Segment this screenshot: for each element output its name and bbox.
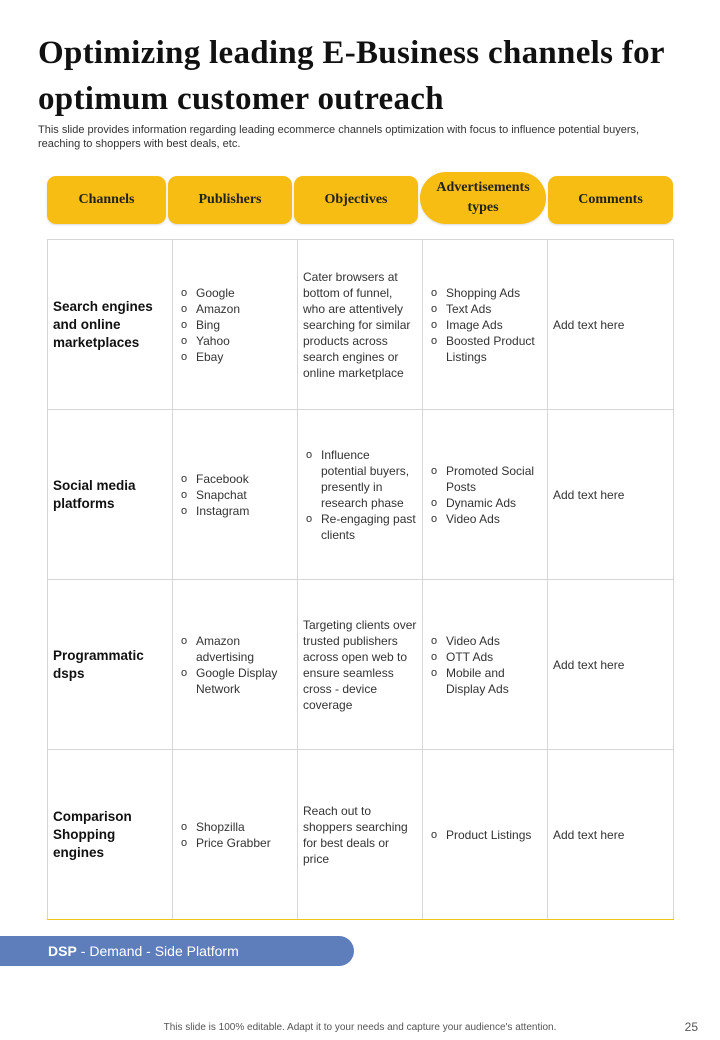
list-item: o Boosted Product Listings [428,333,542,365]
list-item: o Instagram [178,503,292,519]
list-item: o OTT Ads [428,649,542,665]
comment-cell: Add text here [548,410,674,580]
slide-title: Optimizing leading E-Business channels for optimum customer outreach [38,35,665,117]
ad-types-list [428,633,542,697]
list-item: o Amazon advertising [178,633,292,665]
publishers-cell [173,580,298,750]
objectives-list [303,447,417,543]
list-item: o Amazon [178,301,292,317]
header-publishers: Publishers [168,176,292,224]
list-item: o Video Ads [428,633,542,649]
publishers-list [178,471,292,519]
dsp-definition-band [0,936,354,966]
list-item: o Shopping Ads [428,285,542,301]
list-item: o Google Display Network [178,665,292,697]
comment-cell: Add text here [548,240,674,410]
list-item: o Ebay [178,349,292,365]
header-channels: Channels [47,176,166,224]
ad-types-cell [423,240,548,410]
objectives-cell [298,410,423,580]
ad-types-cell [423,750,548,920]
dsp-definition: - Demand - Side Platform [80,943,239,959]
ad-types-list [428,463,542,527]
page-number: 25 [684,1020,698,1034]
table-row [48,240,674,410]
list-item: o Product Listings [428,827,542,843]
publishers-cell [173,750,298,920]
header-comments: Comments [548,176,673,224]
header-advertisement-types: Advertisements types [420,172,546,224]
publishers-list [178,633,292,697]
ad-types-list [428,285,542,365]
channel-cell: Search engines and online marketplaces [48,240,173,410]
list-item: o Snapchat [178,487,292,503]
publishers-list [178,819,292,851]
list-item: o Mobile and Display Ads [428,665,542,697]
ad-types-list [428,827,542,843]
objectives-cell [298,580,423,750]
channel-cell: Comparison Shopping engines [48,750,173,920]
list-item: o Video Ads [428,511,542,527]
list-item: o Yahoo [178,333,292,349]
list-item: o Re-engaging past clients [303,511,417,543]
list-item: o Shopzilla [178,819,292,835]
slide-subtitle: This slide provides information regarding leading ecommerce channels optimization with focus to influence potential buyers, reaching to shoppers with best deals, etc. [38,124,640,150]
ad-types-cell [423,410,548,580]
list-item: o Google [178,285,292,301]
list-item: o Influence potential buyers, presently in research phase [303,447,417,511]
list-item: o Dynamic Ads [428,495,542,511]
editable-note: This slide is 100% editable. Adapt it to your needs and capture your audience's attention. [163,1022,557,1033]
comment-cell: Add text here [548,580,674,750]
objectives-text: Targeting clients over trusted publishers across open web to ensure seamless cross - device coverage [303,617,417,712]
list-item: o Facebook [178,471,292,487]
table-row [48,580,674,750]
list-item: o Promoted Social Posts [428,463,542,495]
table-row [48,410,674,580]
header-objectives: Objectives [294,176,418,224]
objectives-cell [298,240,423,410]
dsp-abbreviation: DSP [48,943,77,959]
publishers-cell [173,410,298,580]
list-item: o Price Grabber [178,835,292,851]
channel-cell: Programmatic dsps [48,580,173,750]
publishers-cell [173,240,298,410]
channel-cell: Social media platforms [48,410,173,580]
list-item: o Bing [178,317,292,333]
table-row [48,750,674,920]
ad-types-cell [423,580,548,750]
objectives-text: Reach out to shoppers searching for best deals or price [303,803,408,866]
objectives-text: Cater browsers at bottom of funnel, who are attentively searching for similar products across search engines or online marketplace [303,269,411,380]
list-item: o Text Ads [428,301,542,317]
publishers-list [178,285,292,365]
channels-table [47,239,674,920]
objectives-cell [298,750,423,920]
list-item: o Image Ads [428,317,542,333]
comment-cell: Add text here [548,750,674,920]
